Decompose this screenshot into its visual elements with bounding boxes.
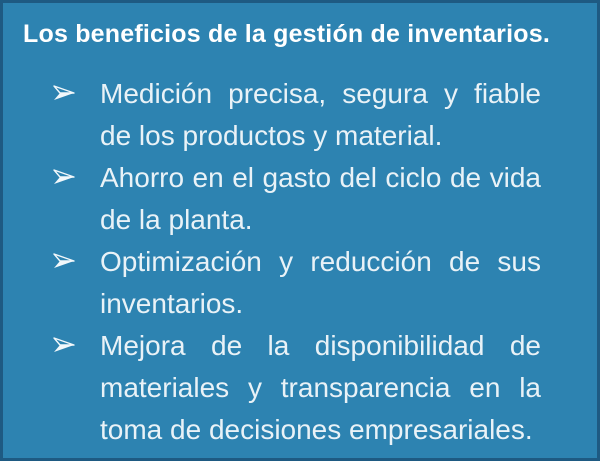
arrow-bullet-icon: [52, 241, 100, 270]
panel-title: Los beneficios de la gestión de inventarios.: [23, 20, 550, 48]
list-item: [52, 73, 597, 157]
benefits-list: [3, 73, 597, 451]
list-item-text: Medición precisa, segura y fiable de los productos y material.: [100, 78, 541, 151]
list-item: [52, 325, 597, 451]
arrow-bullet-icon: [52, 325, 100, 354]
list-item: [52, 241, 597, 325]
list-item-text: Ahorro en el gasto del ciclo de vida de la planta.: [100, 162, 541, 235]
list-item-text: Optimización y reducción de sus inventarios.: [100, 246, 541, 319]
arrow-bullet-icon: [52, 73, 100, 102]
list-item: [52, 157, 597, 241]
arrow-bullet-icon: [52, 157, 100, 186]
list-item-text: Mejora de la disponibilidad de materiales y transparencia en la toma de decisiones empresariales.: [100, 330, 541, 445]
